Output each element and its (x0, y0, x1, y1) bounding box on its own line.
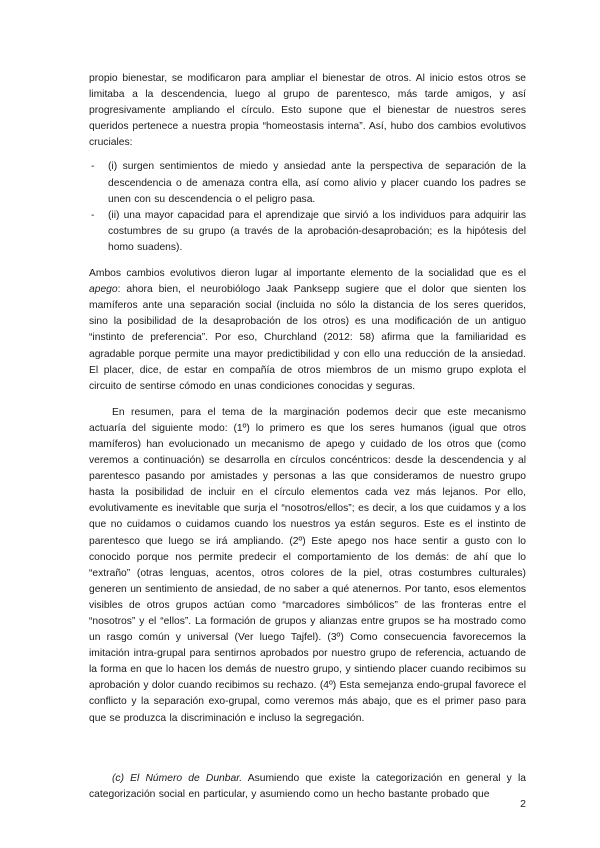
list-dash: - (91, 209, 95, 221)
section-heading-dunbar: (c) El Número de Dunbar. (112, 772, 243, 784)
list-item-text: (ii) una mayor capacidad para el aprendizaje que sirvió a los individuos para adquirir las costumbres de su grupo (a través de la aprobación-desaprobación; es la hipótesis del homo suadens). (108, 209, 526, 253)
paragraph-2-start: Ambos cambios evolutivos dieron lugar al importante elemento de la socialidad que es el (89, 268, 526, 280)
apego-term: apego (89, 284, 118, 296)
crucial-changes-list (89, 159, 526, 256)
page-number: 2 (520, 798, 526, 810)
list-item-text: (i) surgen sentimientos de miedo y ansiedad ante la perspectiva de separación de la descendencia o de amenaza contra ella, así como alivio y placer cuando los padres se unen con su descendencia o el peligro pasa. (108, 161, 526, 205)
paragraph-3: En resumen, para el tema de la marginación podemos decir que este mecanismo actuaría del siguiente modo: (1º) lo primero es que los seres humanos (igual que otros mamíferos) han evolucionado un mecanismo de apego y cuidado de los otros que (como veremos a continuación) se desarrolla en círculos concéntricos: desde la descendencia y al parentesco pasando por amistades y personas a las que consideramos de nuestro grupo hasta la posibilidad de incluir en el círculo elementos cada vez más lejanos. Por ello, evolutivamente es inevitable que surja el “nosotros/ellos”; es decir, a los que cuidamos y a los que no cuidamos o cuidamos cuando los nuestros ya están seguros. Este es el instinto de parentesco que luego se irá ampliando. (2º) Este apego nos hace sentir a gusto con lo conocido porque nos permite predecir el comportamiento de los demás: de ahí que lo “extraño” (otras lenguas, acentos, otros colores de la piel, otras costumbres culturales) generen un sentimiento de ansiedad, de no saber a qué atenernos. Por tanto, esos elementos visibles de otros grupos actúan como “marcadores simbólicos” de las fronteras entre el “nosotros” y el “ellos”. La formación de grupos y alianzas entre grupos se ha mostrado como un rasgo común y universal (Ver luego Tajfel). (3º) Como consecuencia favorecemos la imitación intra-grupal para sentirnos aprobados por nuestro grupo de referencia, actuando de la forma en que lo hacen los demás de nuestro grupo, y sintiendo placer cuando recibimos su aprobación y dolor cuando recibimos su rechazo. (4º) Esta semejanza endo-grupal favorece el conflicto y la separación exo-grupal, como veremos más abajo, que es el primer paso para que se produzca la discriminación e incluso la segregación. (89, 406, 526, 724)
list-item (89, 208, 526, 256)
paragraph-4-rest: Asumiendo que existe la categorización en general y la categorización social en particular, y asumiendo como un hecho bastante probado que (89, 772, 526, 800)
paragraph-2-rest: : ahora bien, el neurobiólogo Jaak Panksepp sugiere que el dolor que sienten los mamíferos ante una separación social (incluida no sólo la distancia de los seres queridos, sino la posibilidad de la desaprobación de los otros) es una modificación de un antiguo “instinto de preferencia”. Por eso, Churchland (2012: 58) afirma que la familiaridad es agradable porque permite una mayor predictibilidad y con ello una reducción de la ansiedad. El placer, dice, de estar en compañía de otros miembros de un mismo grupo explota el circuito de sentirse cómodo en unas condiciones conocidas y seguras. (89, 284, 526, 392)
paragraph-4 (89, 771, 526, 803)
paragraph-2 (89, 266, 526, 395)
list-dash: - (91, 161, 95, 173)
paragraph-1: propio bienestar, se modificaron para ampliar el bienestar de otros. Al inicio estos otros se limitaba a la descendencia, luego al grupo de parentesco, más tarde amigos, y así progresivamente ampliando el círculo. Esto supone que el bienestar de nuestros seres queridos pertenece a nuestra propia “homeostasis interna”. Así, hubo dos cambios evolutivos cruciales: (89, 73, 526, 149)
body-text (89, 71, 526, 803)
list-item (89, 159, 526, 207)
